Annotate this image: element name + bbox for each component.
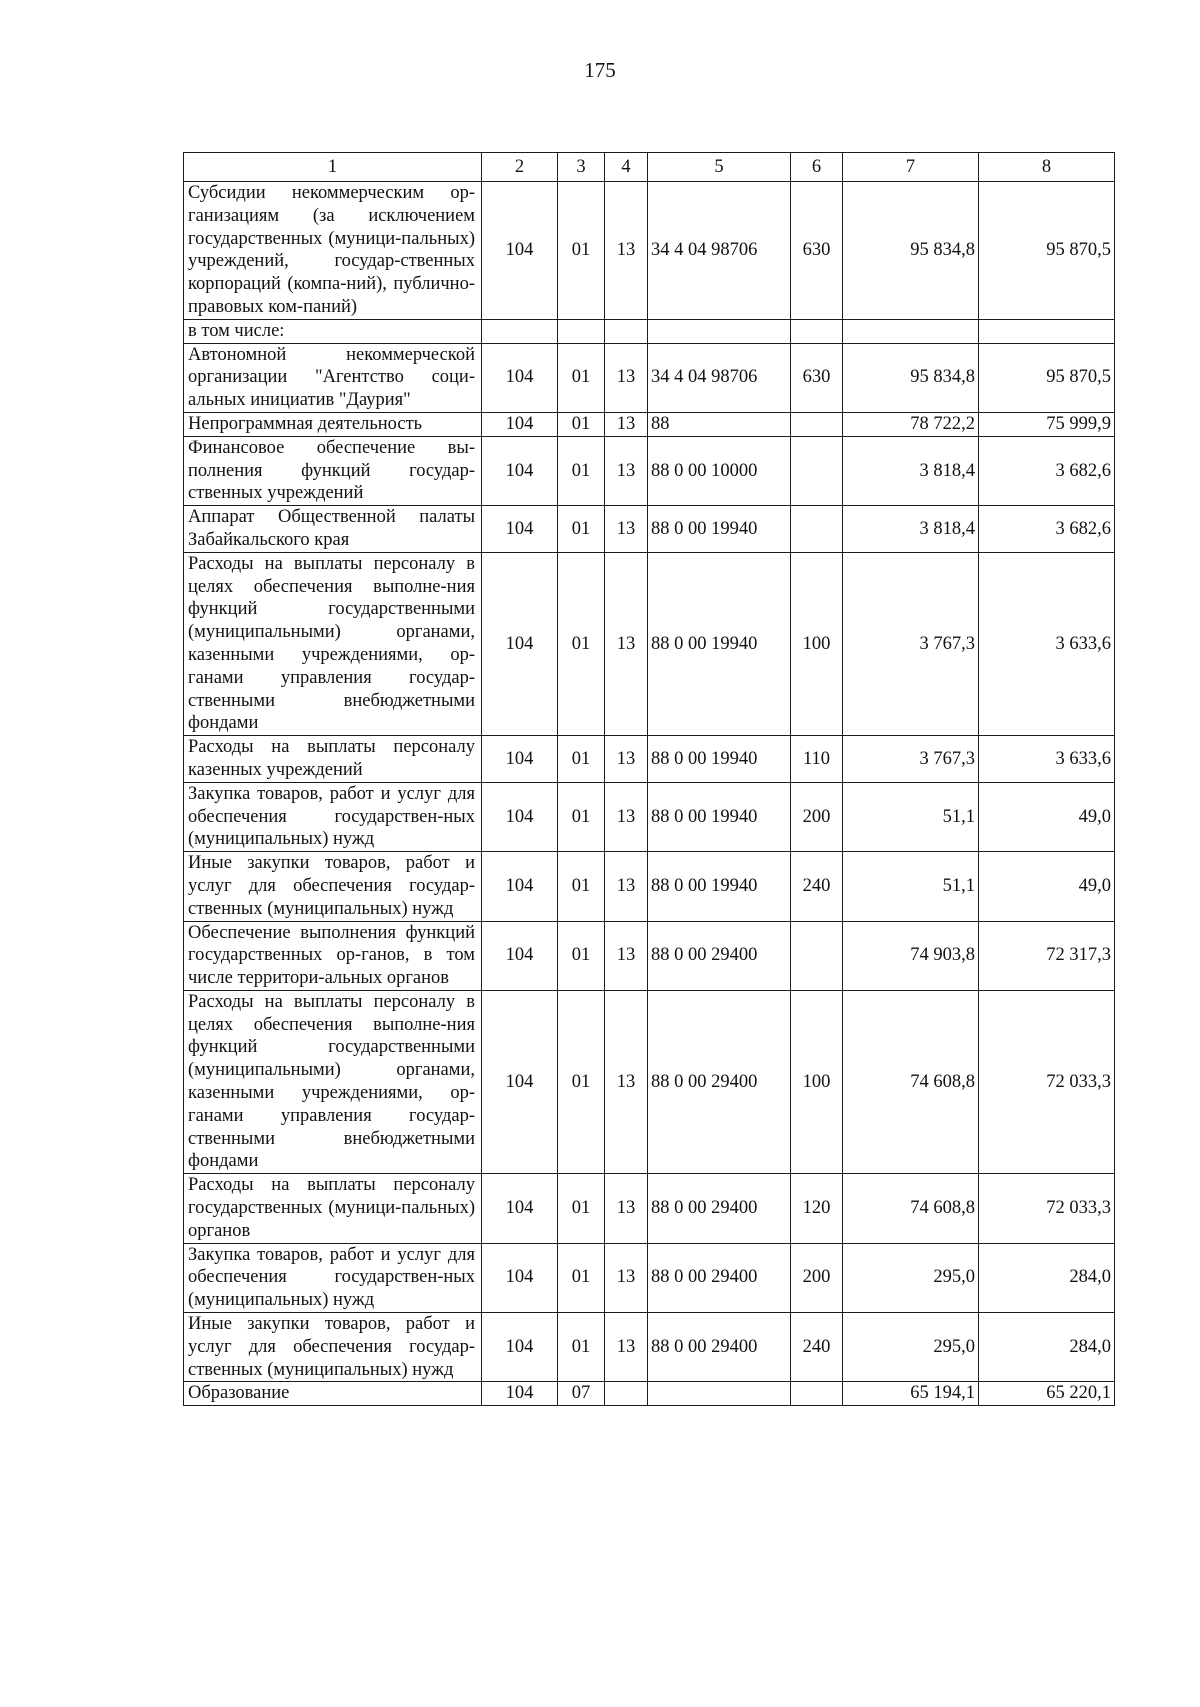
target-article-cell: 88 0 00 19940 bbox=[648, 782, 791, 851]
amount-year1-cell: 95 834,8 bbox=[843, 182, 979, 320]
section-cell: 01 bbox=[558, 1174, 605, 1243]
subsection-cell: 13 bbox=[605, 506, 648, 553]
row-name-cell: Расходы на выплаты персоналу в целях обеспечения выполне-ния функций государственными (муниципальными) органами, казенными учреждениями, ор-ганами управления государ-ственными внебюджетными фондами bbox=[184, 990, 482, 1173]
subsection-cell: 13 bbox=[605, 990, 648, 1173]
header-cell: 2 bbox=[482, 153, 558, 182]
section-cell bbox=[558, 319, 605, 343]
section-cell: 01 bbox=[558, 852, 605, 921]
target-article-cell: 88 0 00 29400 bbox=[648, 921, 791, 990]
amount-year2-cell: 49,0 bbox=[979, 852, 1115, 921]
table-row bbox=[184, 343, 1115, 412]
amount-year1-cell: 65 194,1 bbox=[843, 1382, 979, 1406]
target-article-cell: 88 0 00 10000 bbox=[648, 436, 791, 505]
row-name-cell: Закупка товаров, работ и услуг для обеспечения государствен-ных (муниципальных) нужд bbox=[184, 1243, 482, 1312]
expense-type-cell bbox=[791, 506, 843, 553]
section-cell: 01 bbox=[558, 990, 605, 1173]
expense-type-cell: 100 bbox=[791, 552, 843, 735]
table-row bbox=[184, 506, 1115, 553]
amount-year2-cell: 72 033,3 bbox=[979, 1174, 1115, 1243]
gov-code-cell: 104 bbox=[482, 782, 558, 851]
row-name-cell: в том числе: bbox=[184, 319, 482, 343]
row-name-cell: Иные закупки товаров, работ и услуг для обеспечения государ-ственных (муниципальных) нужд bbox=[184, 852, 482, 921]
section-cell: 01 bbox=[558, 1313, 605, 1382]
row-name-cell: Образование bbox=[184, 1382, 482, 1406]
subsection-cell: 13 bbox=[605, 343, 648, 412]
subsection-cell: 13 bbox=[605, 852, 648, 921]
gov-code-cell: 104 bbox=[482, 412, 558, 436]
header-cell: 6 bbox=[791, 153, 843, 182]
amount-year2-cell: 284,0 bbox=[979, 1243, 1115, 1312]
table-row bbox=[184, 552, 1115, 735]
table-header-row bbox=[184, 153, 1115, 182]
section-cell: 01 bbox=[558, 436, 605, 505]
target-article-cell: 88 0 00 29400 bbox=[648, 1313, 791, 1382]
subsection-cell bbox=[605, 319, 648, 343]
amount-year1-cell: 3 767,3 bbox=[843, 736, 979, 783]
table-row bbox=[184, 990, 1115, 1173]
target-article-cell bbox=[648, 1382, 791, 1406]
section-cell: 01 bbox=[558, 552, 605, 735]
gov-code-cell: 104 bbox=[482, 436, 558, 505]
target-article-cell: 88 0 00 19940 bbox=[648, 552, 791, 735]
target-article-cell: 88 bbox=[648, 412, 791, 436]
amount-year1-cell: 51,1 bbox=[843, 782, 979, 851]
section-cell: 01 bbox=[558, 1243, 605, 1312]
amount-year1-cell: 3 818,4 bbox=[843, 436, 979, 505]
subsection-cell: 13 bbox=[605, 1313, 648, 1382]
expense-type-cell bbox=[791, 412, 843, 436]
amount-year2-cell: 95 870,5 bbox=[979, 182, 1115, 320]
table-row bbox=[184, 852, 1115, 921]
subsection-cell bbox=[605, 1382, 648, 1406]
amount-year2-cell bbox=[979, 319, 1115, 343]
gov-code-cell: 104 bbox=[482, 990, 558, 1173]
section-cell: 01 bbox=[558, 343, 605, 412]
page-number: 175 bbox=[584, 58, 616, 82]
amount-year1-cell: 295,0 bbox=[843, 1313, 979, 1382]
budget-table bbox=[183, 152, 1115, 1406]
gov-code-cell: 104 bbox=[482, 1174, 558, 1243]
gov-code-cell: 104 bbox=[482, 1313, 558, 1382]
subsection-cell: 13 bbox=[605, 552, 648, 735]
table-row bbox=[184, 1174, 1115, 1243]
target-article-cell: 88 0 00 29400 bbox=[648, 1174, 791, 1243]
table-row bbox=[184, 1243, 1115, 1312]
table-row bbox=[184, 319, 1115, 343]
amount-year1-cell bbox=[843, 319, 979, 343]
section-cell: 01 bbox=[558, 782, 605, 851]
row-name-cell: Иные закупки товаров, работ и услуг для обеспечения государ-ственных (муниципальных) нужд bbox=[184, 1313, 482, 1382]
subsection-cell: 13 bbox=[605, 1174, 648, 1243]
expense-type-cell: 200 bbox=[791, 1243, 843, 1312]
gov-code-cell: 104 bbox=[482, 921, 558, 990]
row-name-cell: Расходы на выплаты персоналу государственных (муници-пальных) органов bbox=[184, 1174, 482, 1243]
gov-code-cell: 104 bbox=[482, 1243, 558, 1312]
target-article-cell: 88 0 00 29400 bbox=[648, 1243, 791, 1312]
table-row bbox=[184, 1313, 1115, 1382]
subsection-cell: 13 bbox=[605, 436, 648, 505]
amount-year2-cell: 284,0 bbox=[979, 1313, 1115, 1382]
gov-code-cell: 104 bbox=[482, 552, 558, 735]
gov-code-cell: 104 bbox=[482, 343, 558, 412]
row-name-cell: Закупка товаров, работ и услуг для обеспечения государствен-ных (муниципальных) нужд bbox=[184, 782, 482, 851]
section-cell: 01 bbox=[558, 412, 605, 436]
expense-type-cell bbox=[791, 921, 843, 990]
expense-type-cell bbox=[791, 1382, 843, 1406]
amount-year2-cell: 3 682,6 bbox=[979, 506, 1115, 553]
target-article-cell: 88 0 00 19940 bbox=[648, 852, 791, 921]
section-cell: 01 bbox=[558, 921, 605, 990]
header-cell: 8 bbox=[979, 153, 1115, 182]
gov-code-cell bbox=[482, 319, 558, 343]
target-article-cell: 88 0 00 19940 bbox=[648, 736, 791, 783]
subsection-cell: 13 bbox=[605, 921, 648, 990]
table-row bbox=[184, 436, 1115, 505]
row-name-cell: Субсидии некоммерческим ор-ганизациям (за исключением государственных (муници-пальных) учреждений, государ-ственных корпораций (компа-ний), публично-правовых ком-паний) bbox=[184, 182, 482, 320]
table-row bbox=[184, 412, 1115, 436]
expense-type-cell: 200 bbox=[791, 782, 843, 851]
expense-type-cell: 120 bbox=[791, 1174, 843, 1243]
target-article-cell: 88 0 00 19940 bbox=[648, 506, 791, 553]
table-row bbox=[184, 182, 1115, 320]
header-cell: 3 bbox=[558, 153, 605, 182]
subsection-cell: 13 bbox=[605, 782, 648, 851]
amount-year2-cell: 72 033,3 bbox=[979, 990, 1115, 1173]
amount-year1-cell: 51,1 bbox=[843, 852, 979, 921]
amount-year1-cell: 3 767,3 bbox=[843, 552, 979, 735]
expense-type-cell: 240 bbox=[791, 1313, 843, 1382]
row-name-cell: Финансовое обеспечение вы-полнения функций государ-ственных учреждений bbox=[184, 436, 482, 505]
section-cell: 01 bbox=[558, 506, 605, 553]
subsection-cell: 13 bbox=[605, 1243, 648, 1312]
row-name-cell: Аппарат Общественной палаты Забайкальского края bbox=[184, 506, 482, 553]
amount-year2-cell: 3 633,6 bbox=[979, 552, 1115, 735]
amount-year2-cell: 3 682,6 bbox=[979, 436, 1115, 505]
section-cell: 07 bbox=[558, 1382, 605, 1406]
expense-type-cell: 100 bbox=[791, 990, 843, 1173]
row-name-cell: Расходы на выплаты персоналу в целях обеспечения выполне-ния функций государственными (муниципальными) органами, казенными учреждениями, ор-ганами управления государ-ственными внебюджетными фондами bbox=[184, 552, 482, 735]
gov-code-cell: 104 bbox=[482, 506, 558, 553]
amount-year2-cell: 75 999,9 bbox=[979, 412, 1115, 436]
expense-type-cell: 630 bbox=[791, 343, 843, 412]
amount-year2-cell: 3 633,6 bbox=[979, 736, 1115, 783]
amount-year1-cell: 3 818,4 bbox=[843, 506, 979, 553]
subsection-cell: 13 bbox=[605, 736, 648, 783]
gov-code-cell: 104 bbox=[482, 182, 558, 320]
row-name-cell: Непрограммная деятельность bbox=[184, 412, 482, 436]
expense-type-cell: 240 bbox=[791, 852, 843, 921]
target-article-cell: 34 4 04 98706 bbox=[648, 343, 791, 412]
gov-code-cell: 104 bbox=[482, 852, 558, 921]
amount-year2-cell: 65 220,1 bbox=[979, 1382, 1115, 1406]
section-cell: 01 bbox=[558, 182, 605, 320]
amount-year2-cell: 95 870,5 bbox=[979, 343, 1115, 412]
table-row bbox=[184, 1382, 1115, 1406]
target-article-cell: 88 0 00 29400 bbox=[648, 990, 791, 1173]
gov-code-cell: 104 bbox=[482, 736, 558, 783]
subsection-cell: 13 bbox=[605, 182, 648, 320]
expense-type-cell: 110 bbox=[791, 736, 843, 783]
amount-year1-cell: 95 834,8 bbox=[843, 343, 979, 412]
row-name-cell: Обеспечение выполнения функций государственных ор-ганов, в том числе территори-альных органов bbox=[184, 921, 482, 990]
amount-year2-cell: 72 317,3 bbox=[979, 921, 1115, 990]
section-cell: 01 bbox=[558, 736, 605, 783]
header-cell: 1 bbox=[184, 153, 482, 182]
row-name-cell: Расходы на выплаты персоналу казенных учреждений bbox=[184, 736, 482, 783]
header-cell: 4 bbox=[605, 153, 648, 182]
header-cell: 5 bbox=[648, 153, 791, 182]
subsection-cell: 13 bbox=[605, 412, 648, 436]
amount-year1-cell: 74 903,8 bbox=[843, 921, 979, 990]
row-name-cell: Автономной некоммерческой организации "Агентство соци-альных инициатив "Даурия" bbox=[184, 343, 482, 412]
gov-code-cell: 104 bbox=[482, 1382, 558, 1406]
table-row bbox=[184, 736, 1115, 783]
table-row bbox=[184, 782, 1115, 851]
amount-year2-cell: 49,0 bbox=[979, 782, 1115, 851]
expense-type-cell bbox=[791, 436, 843, 505]
expense-type-cell bbox=[791, 319, 843, 343]
amount-year1-cell: 74 608,8 bbox=[843, 1174, 979, 1243]
target-article-cell: 34 4 04 98706 bbox=[648, 182, 791, 320]
amount-year1-cell: 78 722,2 bbox=[843, 412, 979, 436]
expense-type-cell: 630 bbox=[791, 182, 843, 320]
amount-year1-cell: 74 608,8 bbox=[843, 990, 979, 1173]
table-row bbox=[184, 921, 1115, 990]
amount-year1-cell: 295,0 bbox=[843, 1243, 979, 1312]
header-cell: 7 bbox=[843, 153, 979, 182]
target-article-cell bbox=[648, 319, 791, 343]
